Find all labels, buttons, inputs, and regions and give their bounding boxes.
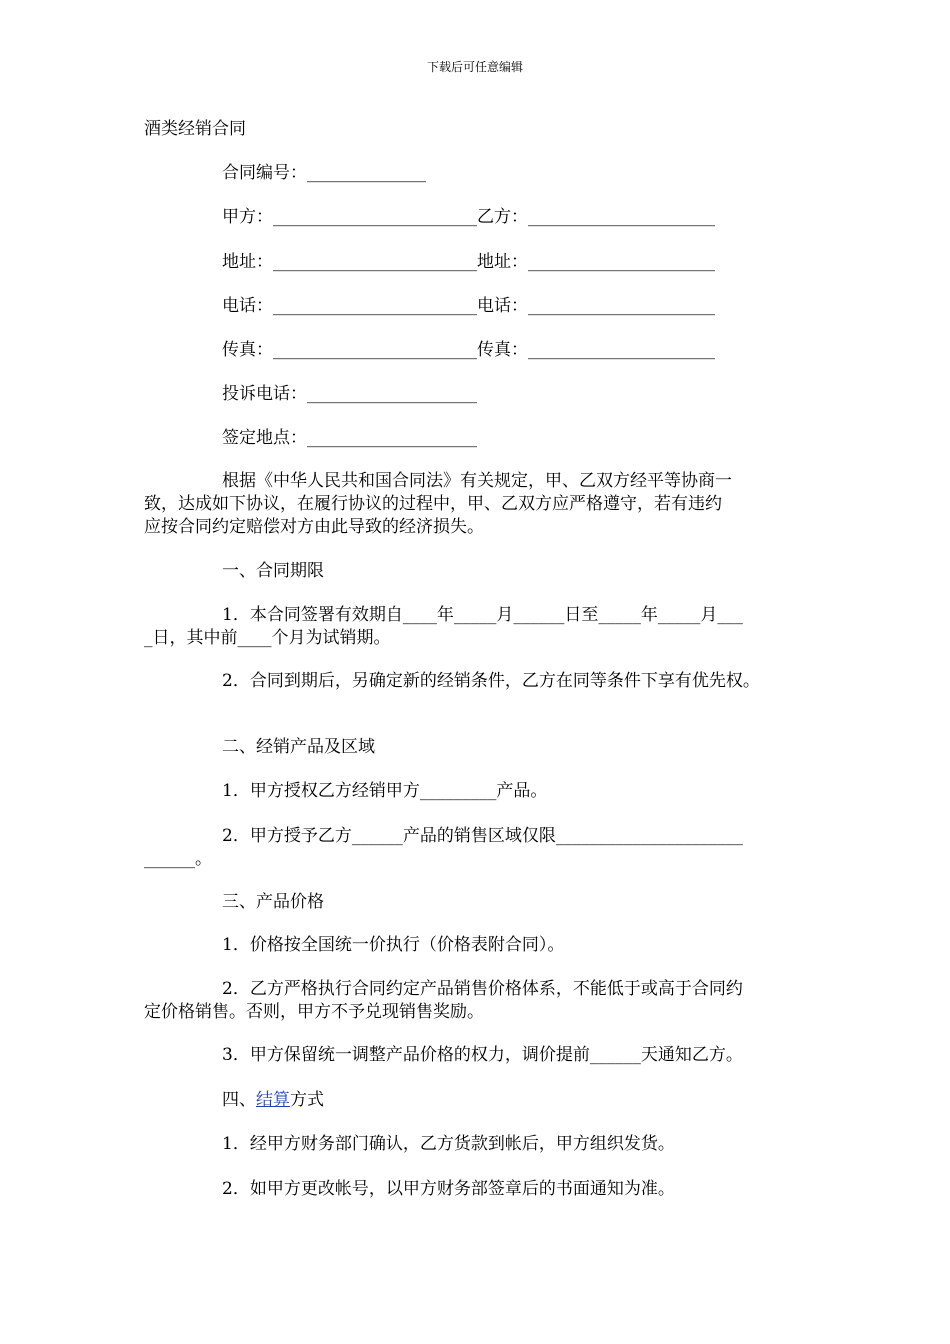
section-4-para-2: 2．如甲方更改帐号，以甲方财务部签章后的书面通知为准。 xyxy=(222,1179,675,1199)
field-address: 地址：________________________地址：______________________ xyxy=(222,252,715,272)
preamble-line-3: 应按合同约定赔偿对方由此导致的经济损失。 xyxy=(144,517,484,537)
section-2-heading: 二、经销产品及区域 xyxy=(222,737,375,757)
settlement-link[interactable]: 结算 xyxy=(256,1090,290,1110)
preamble-line-2: 致，达成如下协议，在履行协议的过程中，甲、乙双方应严格遵守，若有违约 xyxy=(144,494,722,514)
preamble-line-1: 根据《中华人民共和国合同法》有关规定，甲、乙双方经平等协商一 xyxy=(222,471,732,491)
section-1-para-1-line-2: _日，其中前____个月为试销期。 xyxy=(144,628,391,648)
section-3-para-1: 1．价格按全国统一价执行（价格表附合同）。 xyxy=(222,935,565,955)
section-2-para-1: 1．甲方授权乙方经销甲方_________产品。 xyxy=(222,781,548,801)
section-3-para-3: 3．甲方保留统一调整产品价格的权力，调价提前______天通知乙方。 xyxy=(222,1045,743,1065)
section-2-para-2-line-2: ______。 xyxy=(144,849,212,869)
document-title: 酒类经销合同 xyxy=(144,119,246,139)
field-fax: 传真：________________________传真：______________________ xyxy=(222,340,715,360)
section-1-heading: 一、合同期限 xyxy=(222,561,324,581)
field-phone: 电话：________________________电话：______________________ xyxy=(222,296,715,316)
section-1-para-2: 2．合同到期后，另确定新的经销条件，乙方在同等条件下享有优先权。 xyxy=(222,671,760,691)
section-3-heading: 三、产品价格 xyxy=(222,892,324,912)
section-1-para-1-line-1: 1．本合同签署有效期自____年_____月______日至_____年_____月___ xyxy=(222,605,743,625)
field-parties: 甲方：________________________乙方：______________________ xyxy=(222,207,715,227)
field-contract-no: 合同编号：______________ xyxy=(222,163,426,183)
section-3-para-2-line-2: 定价格销售。否则，甲方不予兑现销售奖励。 xyxy=(144,1002,484,1022)
field-sign-place: 签定地点：____________________ xyxy=(222,428,477,448)
section-4-heading-suffix: 方式 xyxy=(290,1090,324,1110)
section-3-para-2-line-1: 2．乙方严格执行合同约定产品销售价格体系，不能低于或高于合同约 xyxy=(222,979,743,999)
section-4-para-1: 1．经甲方财务部门确认，乙方货款到帐后，甲方组织发货。 xyxy=(222,1134,675,1154)
page-header: 下载后可任意编辑 xyxy=(426,60,523,74)
section-4-heading xyxy=(222,1089,324,1111)
section-2-para-2-line-1: 2．甲方授予乙方______产品的销售区域仅限______________________ xyxy=(222,826,743,846)
field-complaint-phone: 投诉电话：____________________ xyxy=(222,384,477,404)
section-4-heading-prefix: 四、 xyxy=(222,1090,256,1110)
